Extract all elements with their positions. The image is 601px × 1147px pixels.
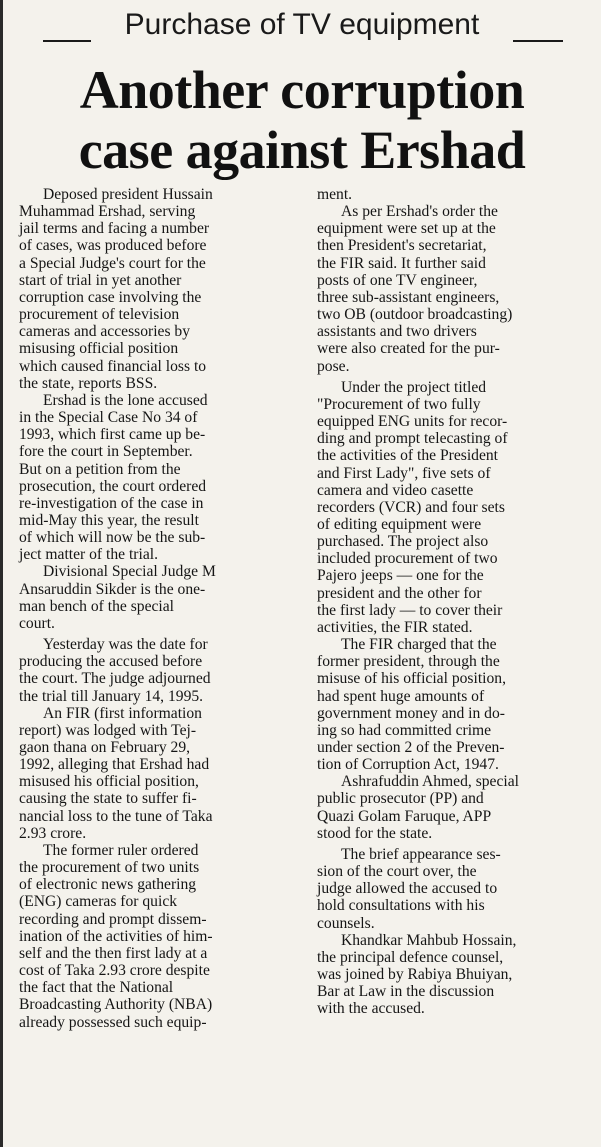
text-line: procurement of television <box>19 306 180 324</box>
headline-line: case against Ershad <box>78 120 526 180</box>
text-line: public prosecutor (PP) and <box>317 790 484 808</box>
text-line: hold consultations with his <box>317 897 485 915</box>
text-line: the FIR said. It further said <box>317 254 486 272</box>
text-line: causing the state to suffer fi- <box>19 790 197 808</box>
text-line: already possessed such equip- <box>19 1013 207 1031</box>
text-line: pose. <box>317 357 350 375</box>
text-line: Broadcasting Authority (NBA) <box>19 996 213 1014</box>
text-line: gaon thana on February 29, <box>19 739 191 756</box>
text-line: (ENG) cameras for quick <box>19 893 178 911</box>
text-line: ject matter of the trial. <box>19 546 158 564</box>
text-line: counsels. <box>317 914 375 932</box>
text-line: then President's secretariat, <box>317 237 487 255</box>
text-line: the first lady — to cover their <box>317 601 503 619</box>
text-line: under section 2 of the Preven- <box>317 739 505 756</box>
text-line: the court. The judge adjourned <box>19 670 211 688</box>
text-line: 2.93 crore. <box>19 824 87 842</box>
text-line: misused his official position, <box>19 773 199 791</box>
text-line: with the accused. <box>317 1000 425 1018</box>
text-line: The former ruler ordered <box>43 841 199 859</box>
text-line: report) was lodged with Tej- <box>19 721 197 739</box>
text-line: government money and in do- <box>317 704 505 722</box>
text-line: the principal defence counsel, <box>317 948 504 966</box>
text-line: Muhammad Ershad, serving <box>19 203 196 221</box>
text-line: were also created for the pur- <box>317 340 500 358</box>
text-line: of which will now be the sub- <box>19 529 206 547</box>
text-line: the activities of the President <box>317 447 499 465</box>
text-line: ination of the activities of him- <box>19 927 213 945</box>
text-line: purchased. The project also <box>317 533 489 551</box>
text-line: camera and video casette <box>317 481 474 499</box>
text-line: Under the project titled <box>341 378 487 396</box>
text-line: of editing equipment were <box>317 515 482 533</box>
text-line: man bench of the special <box>19 597 175 615</box>
text-line: the state, reports BSS. <box>19 374 158 392</box>
text-line: Khandkar Mahbub Hossain, <box>341 931 517 949</box>
text-line: judge allowed the accused to <box>317 880 498 898</box>
text-line: included procurement of two <box>317 550 498 568</box>
text-line: ing so had committed crime <box>317 721 492 739</box>
text-line: had spent huge amounts of <box>317 687 485 705</box>
text-line: fore the court in September. <box>19 443 193 461</box>
text-line: misuse of his official position, <box>317 670 506 688</box>
text-line: mid-May this year, the result <box>19 511 199 529</box>
text-line: the trial till January 14, 1995. <box>19 687 204 705</box>
text-line: jail terms and facing a number <box>19 220 210 238</box>
text-line: of cases, was produced before <box>19 237 207 255</box>
text-line: sion of the court over, the <box>317 863 477 881</box>
text-line: misusing official position <box>19 340 179 358</box>
text-line: Bar at Law in the discussion <box>317 983 495 1001</box>
text-line: court. <box>19 614 55 632</box>
text-line: the procurement of two units <box>19 859 200 877</box>
text-line: cost of Taka 2.93 crore despite <box>19 962 210 980</box>
text-line: corruption case involving the <box>19 288 202 306</box>
text-line: cameras and accessories by <box>19 323 191 341</box>
text-line: ding and prompt telecasting of <box>317 430 508 448</box>
right-column <box>317 186 601 1018</box>
headline <box>3 60 601 180</box>
text-line: stood for the state. <box>317 824 433 842</box>
text-line: three sub-assistant engineers, <box>317 288 500 306</box>
text-line: re-investigation of the case in <box>19 494 204 512</box>
text-line: producing the accused before <box>19 653 203 671</box>
text-line: Ashrafuddin Ahmed, special <box>341 773 519 791</box>
text-line: 1993, which first came up be- <box>19 426 206 444</box>
kicker: Purchase of TV equipment <box>124 8 480 41</box>
text-line: Yesterday was the date for <box>43 636 208 654</box>
text-line: Ershad is the lone accused <box>43 391 208 409</box>
text-line: recording and prompt dissem- <box>19 910 207 928</box>
text-line: assistants and two drivers <box>317 323 477 341</box>
text-line: which caused financial loss to <box>19 357 207 375</box>
text-line: Deposed president Hussain <box>43 186 213 203</box>
text-line: start of trial in yet another <box>19 271 182 289</box>
text-line: the fact that the National <box>19 979 174 997</box>
text-line: equipment were set up at the <box>317 220 496 238</box>
text-line: Divisional Special Judge M <box>43 563 216 581</box>
text-line: activities, the FIR stated. <box>317 618 473 636</box>
text-line: self and the then first lady at a <box>19 944 208 962</box>
text-line: posts of one TV engineer, <box>317 271 478 289</box>
text-line: former president, through the <box>317 653 500 671</box>
text-line: "Procurement of two fully <box>317 395 481 413</box>
text-line: two OB (outdoor broadcasting) <box>317 306 513 324</box>
left-column <box>19 186 303 1031</box>
text-line: The brief appearance ses- <box>341 845 501 863</box>
text-line: president and the other for <box>317 584 482 602</box>
text-line: An FIR (first information <box>43 704 202 722</box>
text-line: nancial loss to the tune of Taka <box>19 807 213 825</box>
text-line: Ansaruddin Sikder is the one- <box>19 580 206 598</box>
text-line: equipped ENG units for recor- <box>317 413 508 431</box>
text-line: prosecution, the court ordered <box>19 477 207 495</box>
text-line: The FIR charged that the <box>341 636 497 654</box>
text-line: But on a petition from the <box>19 460 181 478</box>
text-line: Pajero jeeps — one for the <box>317 567 484 585</box>
text-line: a Special Judge's court for the <box>19 254 206 272</box>
text-line: 1992, alleging that Ershad had <box>19 756 210 774</box>
text-line: of electronic news gathering <box>19 876 197 894</box>
text-line: and First Lady", five sets of <box>317 464 491 482</box>
text-line: As per Ershad's order the <box>341 203 498 221</box>
text-line: ment. <box>317 186 353 203</box>
kicker-rule-right <box>513 40 563 42</box>
text-line: in the Special Case No 34 of <box>19 409 198 427</box>
text-line: was joined by Rabiya Bhuiyan, <box>317 966 513 984</box>
text-line: Quazi Golam Faruque, APP <box>317 807 492 825</box>
headline-line: Another corruption <box>79 60 525 120</box>
text-line: recorders (VCR) and four sets <box>317 498 505 516</box>
text-line: tion of Corruption Act, 1947. <box>317 756 499 774</box>
